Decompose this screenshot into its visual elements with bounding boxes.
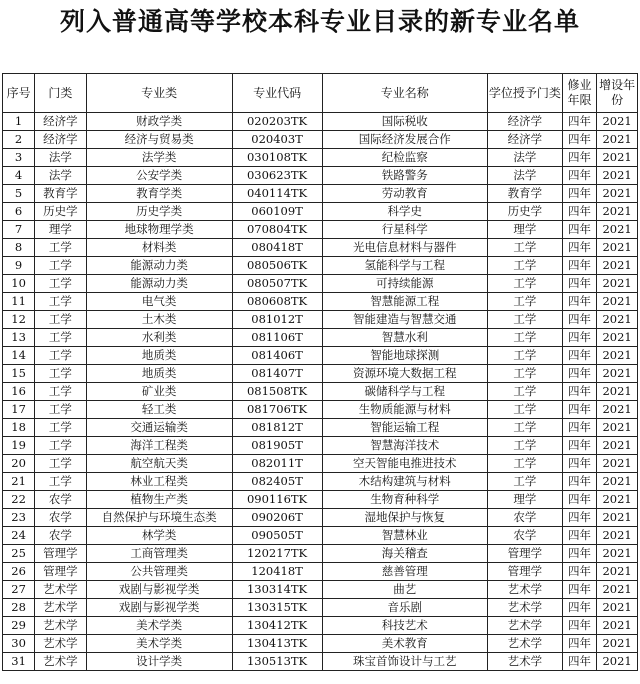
cell-index: 1: [3, 113, 35, 131]
cell-major-name: 氢能科学与工程: [322, 257, 487, 275]
cell-year-added: 2021: [597, 365, 638, 383]
cell-year-added: 2021: [597, 473, 638, 491]
cell-major-class: 自然保护与环境生态类: [86, 509, 232, 527]
cell-major-class: 电气类: [86, 293, 232, 311]
cell-major-class: 地质类: [86, 347, 232, 365]
cell-major-name: 国际税收: [322, 113, 487, 131]
cell-major-class: 教育学类: [86, 185, 232, 203]
cell-index: 2: [3, 131, 35, 149]
cell-major-code: 020203TK: [232, 113, 322, 131]
cell-discipline: 工学: [35, 473, 86, 491]
cell-year-added: 2021: [597, 347, 638, 365]
table-row: [3, 653, 638, 671]
cell-discipline: 历史学: [35, 203, 86, 221]
cell-major-code: 082011T: [232, 455, 322, 473]
cell-major-class: 美术学类: [86, 617, 232, 635]
cell-major-name: 铁路警务: [322, 167, 487, 185]
table-row: [3, 581, 638, 599]
cell-index: 21: [3, 473, 35, 491]
cell-major-name: 智慧水利: [322, 329, 487, 347]
cell-year-added: 2021: [597, 437, 638, 455]
table-row: [3, 437, 638, 455]
cell-major-name: 智能建造与智慧交通: [322, 311, 487, 329]
cell-major-name: 海关稽查: [322, 545, 487, 563]
table-row: [3, 491, 638, 509]
cell-major-code: 020403T: [232, 131, 322, 149]
table-row: [3, 221, 638, 239]
cell-year-added: 2021: [597, 545, 638, 563]
header-major-name: 专业名称: [322, 74, 487, 113]
cell-major-class: 法学类: [86, 149, 232, 167]
cell-index: 4: [3, 167, 35, 185]
cell-degree-category: 法学: [487, 149, 562, 167]
header-degree-category: 学位授予门类: [487, 74, 562, 113]
cell-year-added: 2021: [597, 275, 638, 293]
cell-major-code: 030623TK: [232, 167, 322, 185]
cell-major-name: 智能运输工程: [322, 419, 487, 437]
cell-major-name: 音乐剧: [322, 599, 487, 617]
cell-study-years: 四年: [562, 329, 596, 347]
cell-discipline: 农学: [35, 491, 86, 509]
cell-discipline: 艺术学: [35, 617, 86, 635]
cell-degree-category: 艺术学: [487, 653, 562, 671]
cell-discipline: 工学: [35, 437, 86, 455]
cell-degree-category: 工学: [487, 437, 562, 455]
cell-degree-category: 工学: [487, 473, 562, 491]
cell-index: 15: [3, 365, 35, 383]
table-row: [3, 617, 638, 635]
table-row: [3, 185, 638, 203]
cell-year-added: 2021: [597, 293, 638, 311]
cell-index: 9: [3, 257, 35, 275]
cell-study-years: 四年: [562, 365, 596, 383]
cell-major-name: 智慧海洋技术: [322, 437, 487, 455]
cell-study-years: 四年: [562, 311, 596, 329]
cell-major-name: 珠宝首饰设计与工艺: [322, 653, 487, 671]
cell-discipline: 农学: [35, 509, 86, 527]
cell-discipline: 工学: [35, 383, 86, 401]
cell-major-code: 070804TK: [232, 221, 322, 239]
cell-degree-category: 理学: [487, 491, 562, 509]
cell-major-name: 木结构建筑与材料: [322, 473, 487, 491]
cell-degree-category: 工学: [487, 275, 562, 293]
cell-degree-category: 艺术学: [487, 635, 562, 653]
table-row: [3, 527, 638, 545]
table-row: [3, 203, 638, 221]
table-row: [3, 311, 638, 329]
cell-major-class: 林学类: [86, 527, 232, 545]
cell-degree-category: 工学: [487, 311, 562, 329]
cell-major-name: 智能地球探测: [322, 347, 487, 365]
cell-major-class: 地质类: [86, 365, 232, 383]
cell-major-code: 130412TK: [232, 617, 322, 635]
table-row: [3, 257, 638, 275]
cell-study-years: 四年: [562, 239, 596, 257]
cell-year-added: 2021: [597, 185, 638, 203]
cell-study-years: 四年: [562, 581, 596, 599]
cell-index: 6: [3, 203, 35, 221]
cell-discipline: 艺术学: [35, 653, 86, 671]
cell-study-years: 四年: [562, 653, 596, 671]
cell-major-code: 082405T: [232, 473, 322, 491]
cell-major-name: 光电信息材料与器件: [322, 239, 487, 257]
cell-study-years: 四年: [562, 347, 596, 365]
cell-major-class: 土木类: [86, 311, 232, 329]
cell-degree-category: 管理学: [487, 563, 562, 581]
cell-major-class: 材料类: [86, 239, 232, 257]
cell-year-added: 2021: [597, 635, 638, 653]
cell-major-code: 081106T: [232, 329, 322, 347]
cell-study-years: 四年: [562, 527, 596, 545]
cell-major-name: 曲艺: [322, 581, 487, 599]
cell-major-class: 历史学类: [86, 203, 232, 221]
cell-major-class: 水利类: [86, 329, 232, 347]
cell-major-code: 090505T: [232, 527, 322, 545]
cell-degree-category: 工学: [487, 401, 562, 419]
cell-major-name: 智慧能源工程: [322, 293, 487, 311]
cell-index: 7: [3, 221, 35, 239]
header-major-class: 专业类: [86, 74, 232, 113]
cell-discipline: 教育学: [35, 185, 86, 203]
cell-major-class: 公安学类: [86, 167, 232, 185]
cell-major-class: 设计学类: [86, 653, 232, 671]
table-row: [3, 275, 638, 293]
cell-year-added: 2021: [597, 257, 638, 275]
cell-discipline: 管理学: [35, 545, 86, 563]
cell-discipline: 管理学: [35, 563, 86, 581]
cell-major-code: 081905T: [232, 437, 322, 455]
cell-index: 11: [3, 293, 35, 311]
cell-index: 20: [3, 455, 35, 473]
cell-index: 31: [3, 653, 35, 671]
cell-major-class: 地球物理学类: [86, 221, 232, 239]
cell-year-added: 2021: [597, 239, 638, 257]
cell-discipline: 理学: [35, 221, 86, 239]
cell-major-name: 生物育种科学: [322, 491, 487, 509]
cell-major-code: 081406T: [232, 347, 322, 365]
table-row: [3, 347, 638, 365]
cell-degree-category: 工学: [487, 239, 562, 257]
cell-year-added: 2021: [597, 113, 638, 131]
cell-discipline: 法学: [35, 149, 86, 167]
cell-major-code: 081012T: [232, 311, 322, 329]
cell-study-years: 四年: [562, 473, 596, 491]
cell-major-class: 财政学类: [86, 113, 232, 131]
table-row: [3, 239, 638, 257]
cell-degree-category: 艺术学: [487, 599, 562, 617]
cell-study-years: 四年: [562, 401, 596, 419]
cell-degree-category: 理学: [487, 221, 562, 239]
cell-year-added: 2021: [597, 509, 638, 527]
cell-discipline: 艺术学: [35, 599, 86, 617]
cell-major-class: 航空航天类: [86, 455, 232, 473]
cell-major-class: 植物生产类: [86, 491, 232, 509]
table-row: [3, 329, 638, 347]
cell-degree-category: 艺术学: [487, 581, 562, 599]
cell-degree-category: 农学: [487, 509, 562, 527]
cell-year-added: 2021: [597, 203, 638, 221]
cell-index: 13: [3, 329, 35, 347]
cell-major-name: 生物质能源与材料: [322, 401, 487, 419]
cell-discipline: 工学: [35, 455, 86, 473]
cell-major-code: 130413TK: [232, 635, 322, 653]
cell-major-class: 戏剧与影视学类: [86, 581, 232, 599]
cell-degree-category: 工学: [487, 419, 562, 437]
cell-degree-category: 工学: [487, 365, 562, 383]
cell-major-class: 戏剧与影视学类: [86, 599, 232, 617]
cell-index: 28: [3, 599, 35, 617]
table-row: [3, 149, 638, 167]
cell-discipline: 工学: [35, 419, 86, 437]
cell-major-class: 工商管理类: [86, 545, 232, 563]
cell-major-code: 080608TK: [232, 293, 322, 311]
table-row: [3, 113, 638, 131]
cell-major-class: 经济与贸易类: [86, 131, 232, 149]
cell-degree-category: 管理学: [487, 545, 562, 563]
cell-index: 29: [3, 617, 35, 635]
cell-degree-category: 经济学: [487, 113, 562, 131]
cell-year-added: 2021: [597, 167, 638, 185]
cell-index: 12: [3, 311, 35, 329]
cell-index: 10: [3, 275, 35, 293]
cell-major-code: 081508TK: [232, 383, 322, 401]
cell-major-class: 轻工类: [86, 401, 232, 419]
cell-major-code: 060109T: [232, 203, 322, 221]
table-row: [3, 599, 638, 617]
cell-degree-category: 农学: [487, 527, 562, 545]
table-row: [3, 455, 638, 473]
table-row: [3, 365, 638, 383]
cell-study-years: 四年: [562, 113, 596, 131]
cell-major-name: 碳储科学与工程: [322, 383, 487, 401]
table-row: [3, 401, 638, 419]
cell-major-code: 130315TK: [232, 599, 322, 617]
cell-index: 25: [3, 545, 35, 563]
table-row: [3, 293, 638, 311]
table-row: [3, 563, 638, 581]
cell-discipline: 经济学: [35, 131, 86, 149]
cell-major-code: 090206T: [232, 509, 322, 527]
cell-study-years: 四年: [562, 185, 596, 203]
cell-major-code: 040114TK: [232, 185, 322, 203]
cell-index: 16: [3, 383, 35, 401]
cell-study-years: 四年: [562, 419, 596, 437]
cell-index: 22: [3, 491, 35, 509]
cell-index: 14: [3, 347, 35, 365]
cell-year-added: 2021: [597, 617, 638, 635]
cell-index: 27: [3, 581, 35, 599]
table-row: [3, 131, 638, 149]
cell-year-added: 2021: [597, 383, 638, 401]
cell-major-class: 矿业类: [86, 383, 232, 401]
cell-discipline: 工学: [35, 401, 86, 419]
cell-discipline: 工学: [35, 257, 86, 275]
cell-discipline: 工学: [35, 347, 86, 365]
cell-year-added: 2021: [597, 491, 638, 509]
cell-major-code: 130513TK: [232, 653, 322, 671]
cell-major-code: 130314TK: [232, 581, 322, 599]
cell-index: 26: [3, 563, 35, 581]
cell-major-name: 可持续能源: [322, 275, 487, 293]
cell-year-added: 2021: [597, 455, 638, 473]
cell-index: 5: [3, 185, 35, 203]
cell-major-code: 080418T: [232, 239, 322, 257]
cell-degree-category: 法学: [487, 167, 562, 185]
table-row: [3, 167, 638, 185]
cell-major-code: 120217TK: [232, 545, 322, 563]
cell-year-added: 2021: [597, 599, 638, 617]
new-majors-table: [2, 73, 638, 671]
cell-major-code: 081407T: [232, 365, 322, 383]
header-major-code: 专业代码: [232, 74, 322, 113]
cell-index: 3: [3, 149, 35, 167]
cell-major-name: 劳动教育: [322, 185, 487, 203]
cell-study-years: 四年: [562, 491, 596, 509]
header-index: 序号: [3, 74, 35, 113]
table-row: [3, 635, 638, 653]
cell-degree-category: 工学: [487, 329, 562, 347]
table-row: [3, 383, 638, 401]
cell-major-class: 能源动力类: [86, 275, 232, 293]
cell-major-code: 081706TK: [232, 401, 322, 419]
cell-index: 23: [3, 509, 35, 527]
cell-degree-category: 经济学: [487, 131, 562, 149]
header-discipline: 门类: [35, 74, 86, 113]
cell-major-name: 纪检监察: [322, 149, 487, 167]
table-row: [3, 473, 638, 491]
cell-index: 30: [3, 635, 35, 653]
cell-major-class: 公共管理类: [86, 563, 232, 581]
cell-study-years: 四年: [562, 257, 596, 275]
cell-study-years: 四年: [562, 293, 596, 311]
table-body: [3, 113, 638, 671]
cell-year-added: 2021: [597, 401, 638, 419]
cell-degree-category: 工学: [487, 347, 562, 365]
cell-major-name: 湿地保护与恢复: [322, 509, 487, 527]
table-header-row: [3, 74, 638, 113]
cell-year-added: 2021: [597, 563, 638, 581]
cell-major-class: 交通运输类: [86, 419, 232, 437]
cell-study-years: 四年: [562, 203, 596, 221]
table-row: [3, 509, 638, 527]
cell-degree-category: 工学: [487, 257, 562, 275]
cell-year-added: 2021: [597, 131, 638, 149]
cell-study-years: 四年: [562, 617, 596, 635]
cell-study-years: 四年: [562, 221, 596, 239]
cell-major-name: 慈善管理: [322, 563, 487, 581]
cell-major-name: 科学史: [322, 203, 487, 221]
cell-year-added: 2021: [597, 419, 638, 437]
cell-degree-category: 教育学: [487, 185, 562, 203]
cell-discipline: 艺术学: [35, 581, 86, 599]
cell-study-years: 四年: [562, 131, 596, 149]
cell-major-class: 能源动力类: [86, 257, 232, 275]
cell-study-years: 四年: [562, 635, 596, 653]
cell-discipline: 工学: [35, 311, 86, 329]
cell-study-years: 四年: [562, 275, 596, 293]
cell-discipline: 工学: [35, 239, 86, 257]
cell-major-name: 行星科学: [322, 221, 487, 239]
cell-discipline: 工学: [35, 275, 86, 293]
cell-study-years: 四年: [562, 563, 596, 581]
cell-study-years: 四年: [562, 437, 596, 455]
cell-major-code: 090116TK: [232, 491, 322, 509]
cell-study-years: 四年: [562, 545, 596, 563]
cell-year-added: 2021: [597, 149, 638, 167]
cell-index: 8: [3, 239, 35, 257]
cell-study-years: 四年: [562, 455, 596, 473]
cell-index: 18: [3, 419, 35, 437]
cell-index: 17: [3, 401, 35, 419]
cell-study-years: 四年: [562, 599, 596, 617]
table-row: [3, 419, 638, 437]
cell-degree-category: 艺术学: [487, 617, 562, 635]
cell-major-name: 资源环境大数据工程: [322, 365, 487, 383]
cell-major-class: 美术学类: [86, 635, 232, 653]
cell-major-name: 空天智能电推进技术: [322, 455, 487, 473]
cell-index: 24: [3, 527, 35, 545]
cell-degree-category: 工学: [487, 383, 562, 401]
cell-major-code: 120418T: [232, 563, 322, 581]
cell-year-added: 2021: [597, 221, 638, 239]
page-title: 列入普通高等学校本科专业目录的新专业名单: [59, 7, 580, 36]
cell-discipline: 工学: [35, 329, 86, 347]
cell-major-name: 国际经济发展合作: [322, 131, 487, 149]
cell-major-name: 科技艺术: [322, 617, 487, 635]
header-year-added: 增设年份: [597, 74, 638, 113]
cell-major-code: 081812T: [232, 419, 322, 437]
cell-year-added: 2021: [597, 527, 638, 545]
cell-study-years: 四年: [562, 509, 596, 527]
header-study-years: 修业年限: [562, 74, 596, 113]
cell-discipline: 法学: [35, 167, 86, 185]
cell-discipline: 工学: [35, 293, 86, 311]
cell-year-added: 2021: [597, 653, 638, 671]
cell-major-name: 智慧林业: [322, 527, 487, 545]
cell-discipline: 农学: [35, 527, 86, 545]
cell-index: 19: [3, 437, 35, 455]
cell-study-years: 四年: [562, 167, 596, 185]
cell-discipline: 工学: [35, 365, 86, 383]
cell-discipline: 经济学: [35, 113, 86, 131]
cell-study-years: 四年: [562, 383, 596, 401]
cell-major-class: 林业工程类: [86, 473, 232, 491]
cell-study-years: 四年: [562, 149, 596, 167]
cell-discipline: 艺术学: [35, 635, 86, 653]
cell-major-name: 美术教育: [322, 635, 487, 653]
cell-year-added: 2021: [597, 311, 638, 329]
cell-year-added: 2021: [597, 581, 638, 599]
table-row: [3, 545, 638, 563]
cell-major-code: 080507TK: [232, 275, 322, 293]
cell-degree-category: 工学: [487, 293, 562, 311]
cell-major-class: 海洋工程类: [86, 437, 232, 455]
cell-major-code: 030108TK: [232, 149, 322, 167]
cell-major-code: 080506TK: [232, 257, 322, 275]
cell-year-added: 2021: [597, 329, 638, 347]
cell-degree-category: 历史学: [487, 203, 562, 221]
cell-degree-category: 工学: [487, 455, 562, 473]
